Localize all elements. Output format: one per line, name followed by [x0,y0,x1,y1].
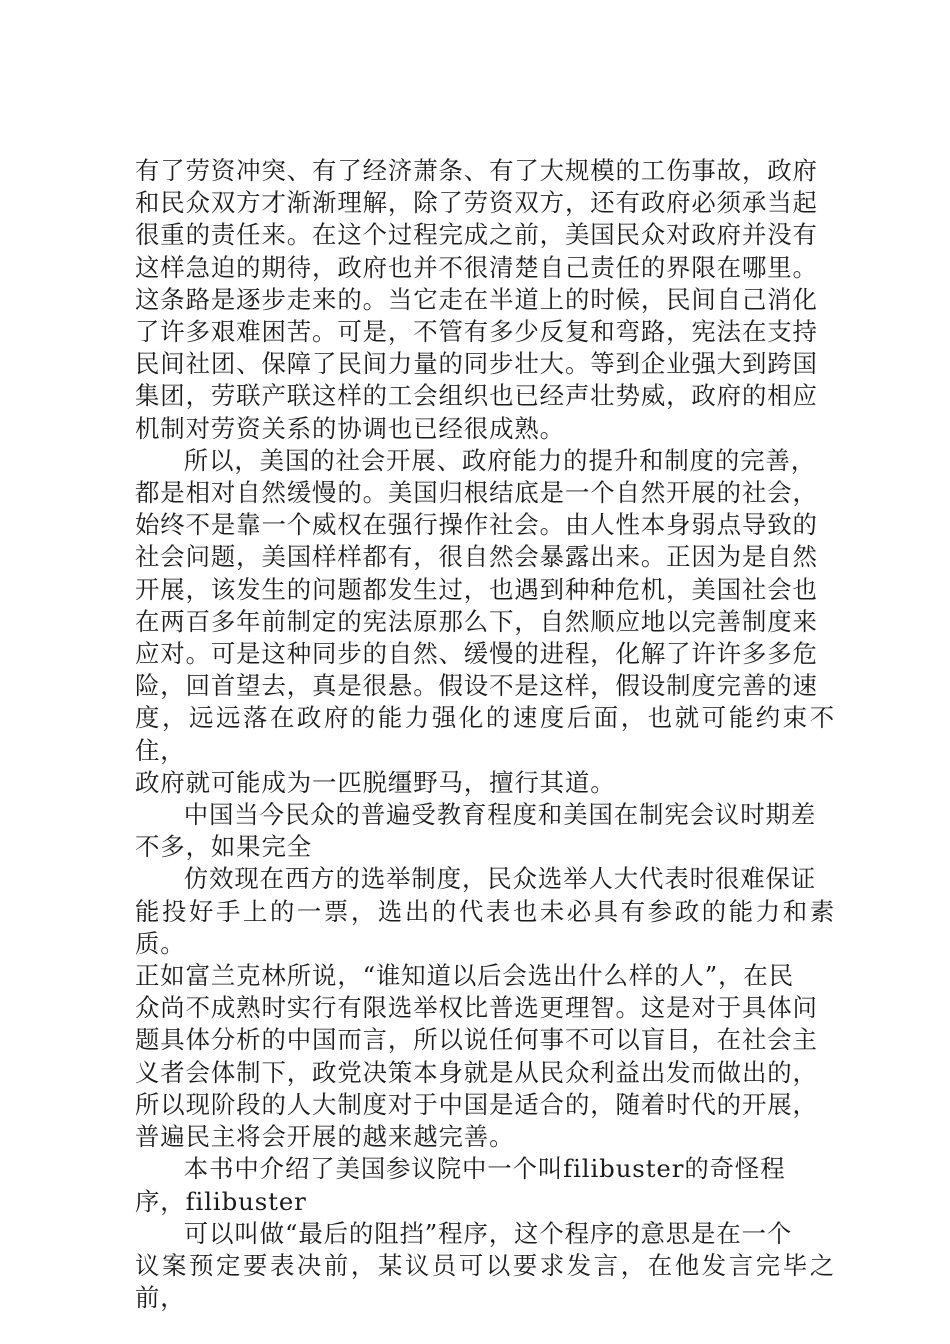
text-line: 所以现阶段的人大制度对于中国是适合的，随着时代的开展， [135,1089,818,1119]
text-line: 集团，劳联产联这样的工会组织也已经声壮势威，政府的相应 [135,381,818,411]
text-line: 有了劳资冲突、有了经济萧条、有了大规模的工伤事故，政府 [135,156,818,185]
text-line: 度，远远落在政府的能力强化的速度后面，也就可能约束不住， [135,703,835,765]
text-line: 和民众双方才渐渐理解，除了劳资双方，还有政府必须承当起 [135,188,818,218]
text-line: 普遍民主将会开展的越来越完善。 [135,1122,515,1152]
text-line: 了许多艰难困苦。可是，不管有多少反复和弯路，宪法在支持 [135,317,818,347]
text-line: 本书中介绍了美国参议院中一个叫filibuster的奇怪程 [183,1154,786,1184]
text-line: 不多，如果完全 [135,832,313,862]
text-line: 这样急迫的期待，政府也并不很清楚自己责任的界限在哪里。 [135,252,818,282]
text-line: 议案预定要表决前，某议员可以要求发言，在他发言完毕之前， [135,1250,835,1313]
text-line: 所以，美国的社会开展、政府能力的提升和制度的完善， [183,445,817,475]
text-line: 序，filibuster [135,1186,307,1216]
text-line: 可以叫做“最后的阻挡”程序，这个程序的意思是在一个 [183,1218,793,1248]
paragraph-2 [135,445,835,799]
text-line: 社会问题，美国样样都有，很自然会暴露出来。正因为是自然 [135,542,818,572]
text-line: 这条路是逐步走来的。当它走在半道上的时候，民间自己消化 [135,284,818,314]
text-line: 中国当今民众的普遍受教育程度和美国在制宪会议时期差 [183,800,817,830]
text-line: 政府就可能成为一匹脱缰野马，擅行其道。 [135,767,616,797]
text-line: 正如富兰克林所说，“谁知道以后会选出什么样的人”，在民 [135,961,795,991]
paragraph-5 [135,1153,835,1217]
paragraph-6 [135,1218,835,1315]
text-line: 都是相对自然缓慢的。美国归根结底是一个自然开展的社会， [135,478,818,508]
document-body [135,155,835,1314]
text-line: 题具体分析的中国而言，所以说任何事不可以盲目，在社会主 [135,1025,818,1055]
text-line: 仿效现在西方的选举制度，民众选举人大代表时很难保证 [183,864,817,894]
text-line: 险，回首望去，真是很悬。假设不是这样，假设制度完善的速 [135,671,818,701]
text-line: 在两百多年前制定的宪法原那么下，自然顺应地以完善制度来 [135,606,818,636]
text-line: 众尚不成熟时实行有限选举权比普选更理智。这是对于具体问 [135,993,818,1023]
text-line: 义者会体制下，政党决策本身就是从民众利益出发而做出的， [135,1057,818,1087]
text-line: 开展，该发生的问题都发生过，也遇到种种危机，美国社会也 [135,574,818,604]
paragraph-4 [135,863,835,1153]
text-line: 始终不是靠一个威权在强行操作社会。由人性本身弱点导致的 [135,510,818,540]
text-line: 机制对劳资关系的协调也已经很成熟。 [135,413,565,443]
text-line: 能投好手上的一票，选出的代表也未必具有参政的能力和素质。 [135,896,835,958]
paragraph-1 [135,155,835,445]
text-line: 应对。可是这种同步的自然、缓慢的进程，化解了许许多多危 [135,639,818,669]
text-line: 民间社团、保障了民间力量的同步壮大。等到企业强大到跨国 [135,349,818,379]
text-line: 很重的责任来。在这个过程完成之前，美国民众对政府并没有 [135,220,818,250]
paragraph-3 [135,799,835,863]
